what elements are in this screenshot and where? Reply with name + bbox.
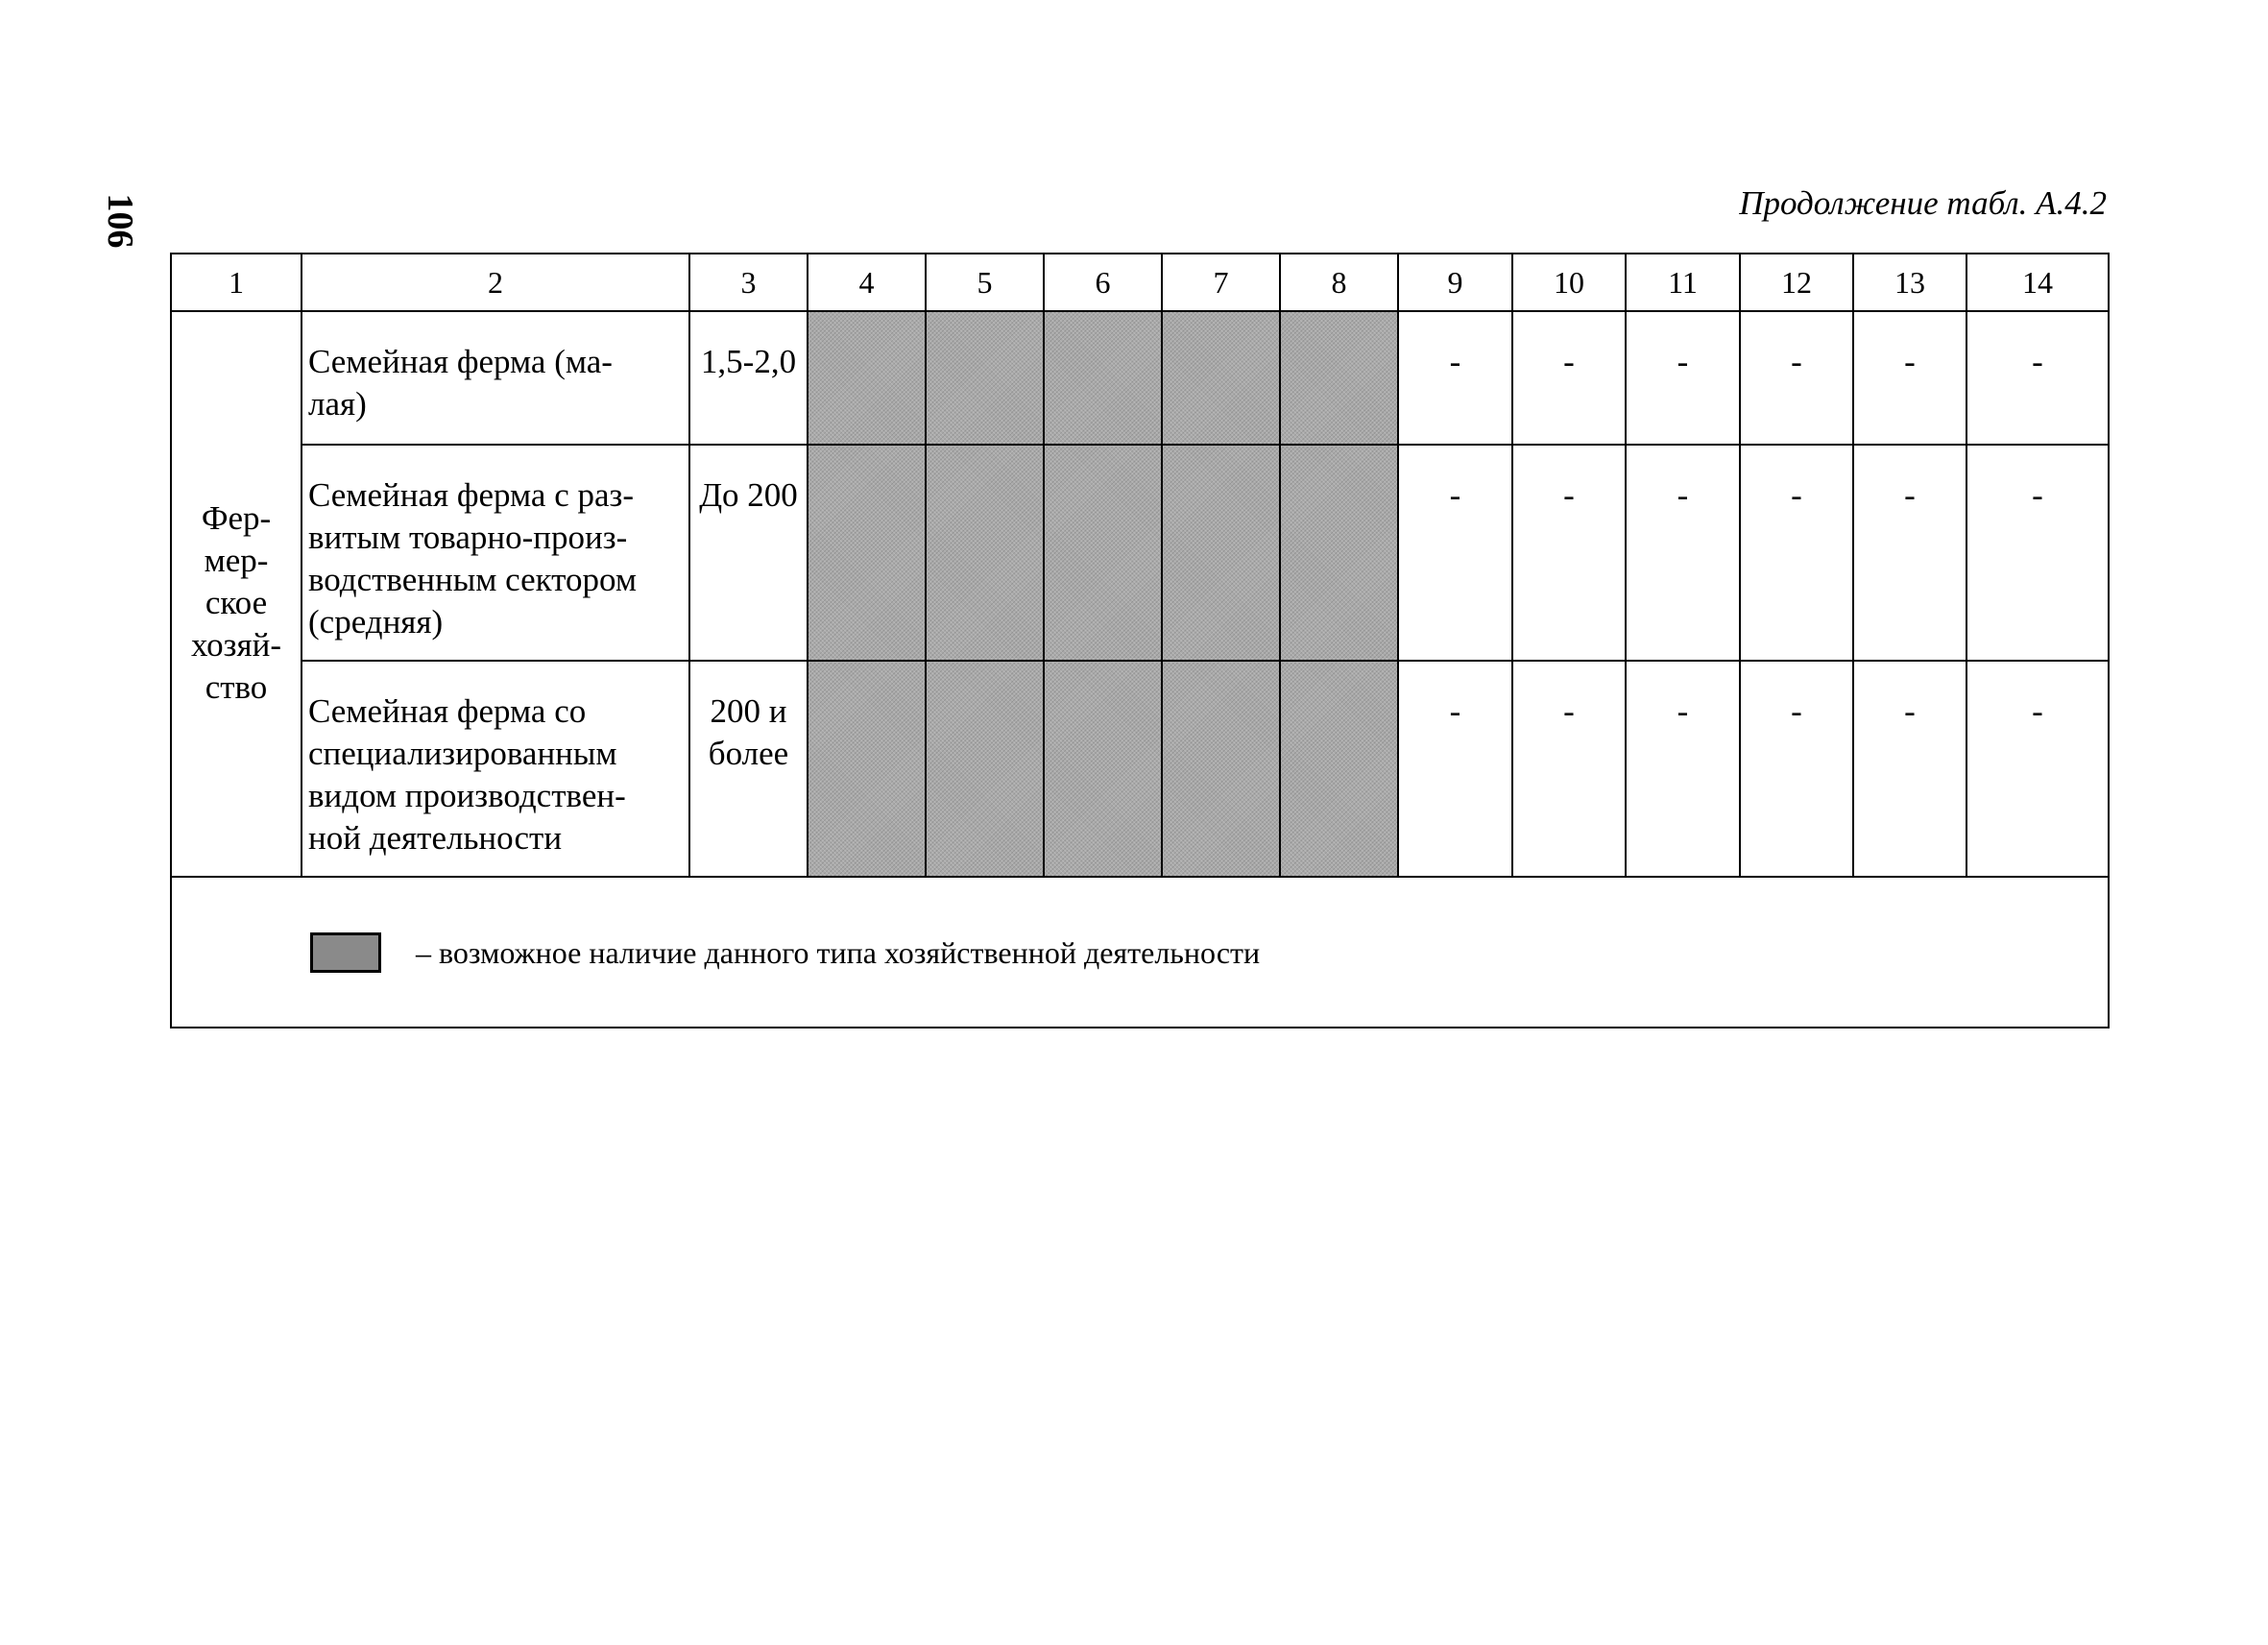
- farm-type-cell: [302, 661, 689, 877]
- data-table: [170, 253, 2110, 1028]
- size-line: До 200: [699, 476, 798, 514]
- header-cell: 9: [1398, 254, 1512, 311]
- dash-cell: -: [1740, 661, 1853, 877]
- dash-cell: -: [1966, 661, 2109, 877]
- group-label-line: ство: [205, 667, 268, 706]
- legend-text: – возможное наличие данного типа хозяйственной деятельности: [416, 934, 1261, 970]
- dash-cell: -: [1398, 445, 1512, 661]
- dash-cell: -: [1512, 311, 1626, 445]
- shaded-cell: [926, 311, 1044, 445]
- size-cell: [689, 661, 808, 877]
- group-label-cell: [171, 311, 302, 877]
- group-label-line: ское: [205, 583, 268, 621]
- dash-cell: -: [1626, 311, 1740, 445]
- shaded-cell: [808, 661, 926, 877]
- header-cell: 6: [1044, 254, 1162, 311]
- page-number: 106: [100, 193, 140, 249]
- size-line: 1,5-2,0: [700, 343, 797, 380]
- shaded-cell: [1280, 445, 1398, 661]
- shaded-cell: [1280, 661, 1398, 877]
- dash-cell: -: [1512, 445, 1626, 661]
- shaded-cell: [1162, 445, 1280, 661]
- dash-cell: -: [1853, 445, 1966, 661]
- header-cell: 8: [1280, 254, 1398, 311]
- shaded-cell: [1280, 311, 1398, 445]
- shaded-cell: [926, 661, 1044, 877]
- header-cell: 12: [1740, 254, 1853, 311]
- shaded-cell: [1044, 311, 1162, 445]
- dash-cell: -: [1512, 661, 1626, 877]
- shaded-cell: [808, 311, 926, 445]
- farm-type-line: видом производствен-: [308, 777, 626, 814]
- farm-type-line: водственным сектором: [308, 561, 638, 598]
- shaded-cell: [1162, 661, 1280, 877]
- header-row: [171, 254, 2109, 311]
- header-cell: 14: [1966, 254, 2109, 311]
- legend-cell: [171, 877, 2109, 1028]
- header-cell: 5: [926, 254, 1044, 311]
- shaded-cell: [1044, 661, 1162, 877]
- table-row: [171, 311, 2109, 445]
- size-cell: [689, 311, 808, 445]
- farm-type-line: лая): [308, 385, 367, 423]
- dash-cell: -: [1740, 445, 1853, 661]
- header-cell: 1: [171, 254, 302, 311]
- dash-cell: -: [1398, 311, 1512, 445]
- shaded-cell: [1044, 445, 1162, 661]
- table-row: [171, 445, 2109, 661]
- dash-cell: -: [1853, 661, 1966, 877]
- size-line: 200 и: [710, 692, 787, 730]
- farm-type-cell: [302, 311, 689, 445]
- farm-type-line: Семейная ферма со: [308, 692, 587, 730]
- header-cell: 13: [1853, 254, 1966, 311]
- header-cell: 7: [1162, 254, 1280, 311]
- legend: [172, 931, 2108, 974]
- header-cell: 3: [689, 254, 808, 311]
- farm-type-cell: [302, 445, 689, 661]
- header-cell: 11: [1626, 254, 1740, 311]
- dash-cell: -: [1626, 661, 1740, 877]
- group-label-line: мер-: [204, 541, 269, 579]
- dash-cell: -: [1853, 311, 1966, 445]
- farm-type-line: Семейная ферма с раз-: [308, 476, 635, 514]
- size-line: более: [708, 735, 789, 772]
- table-row: [171, 661, 2109, 877]
- shaded-cell: [808, 445, 926, 661]
- dash-cell: -: [1626, 445, 1740, 661]
- dash-cell: -: [1398, 661, 1512, 877]
- header-cell: 10: [1512, 254, 1626, 311]
- shaded-cell: [1162, 311, 1280, 445]
- farm-type-line: ной деятельности: [308, 819, 563, 857]
- header-cell: 4: [808, 254, 926, 311]
- shaded-cell: [926, 445, 1044, 661]
- dash-cell: -: [1966, 445, 2109, 661]
- group-label-line: Фер-: [201, 498, 272, 537]
- farm-type-line: Семейная ферма (ма-: [308, 343, 613, 380]
- legend-row: [171, 877, 2109, 1028]
- table-caption: Продолжение табл. А.4.2: [1739, 184, 2107, 222]
- dash-cell: -: [1740, 311, 1853, 445]
- dash-cell: -: [1966, 311, 2109, 445]
- legend-swatch: [310, 932, 381, 973]
- farm-type-line: (средняя): [308, 603, 444, 641]
- group-label-line: хозяй-: [191, 625, 281, 664]
- size-cell: [689, 445, 808, 661]
- farm-type-line: витым товарно-произ-: [308, 519, 628, 556]
- farm-type-line: специализированным: [308, 735, 617, 772]
- header-cell: 2: [302, 254, 689, 311]
